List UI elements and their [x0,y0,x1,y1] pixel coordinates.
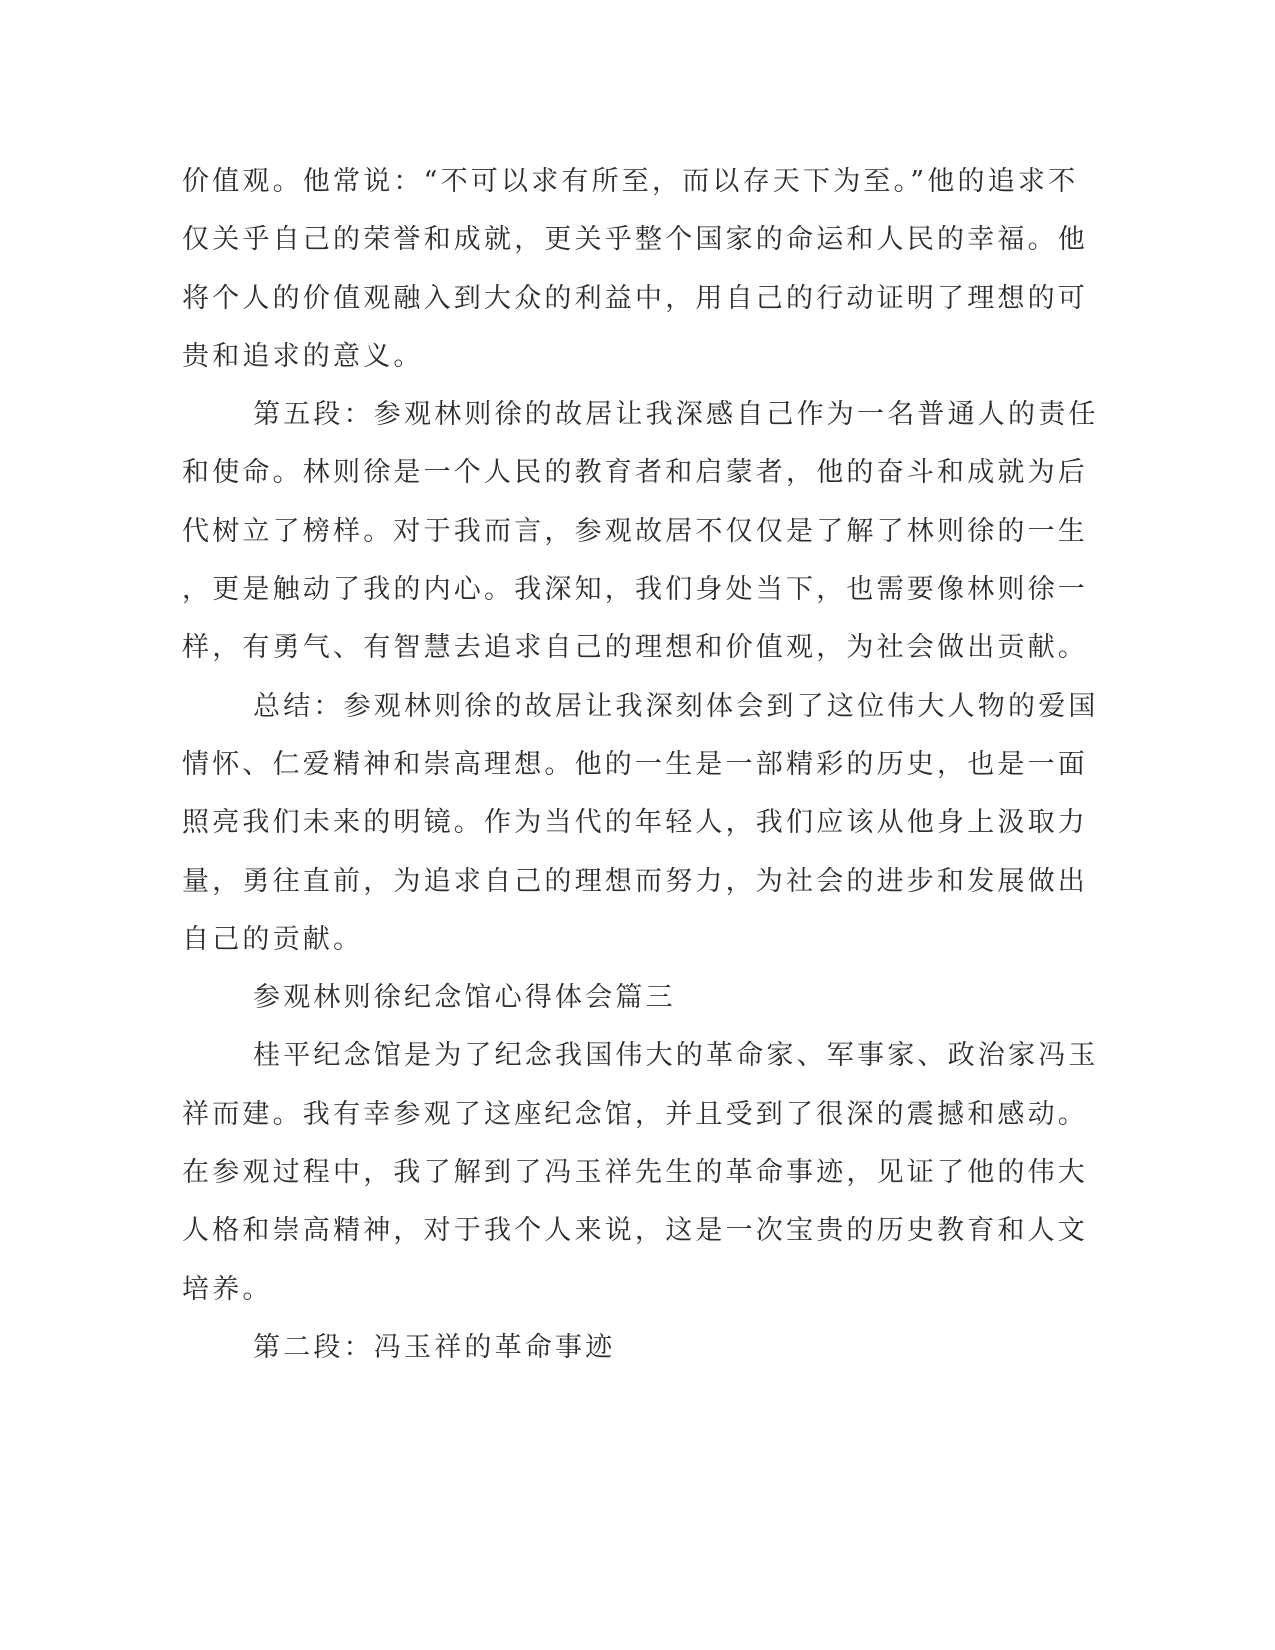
text-line: 自己的贡献。 [182,923,364,955]
text-line: 在参观过程中，我了解到了冯玉祥先生的革命事迹，见证了他的伟大 [182,1157,1088,1189]
text-line: 情怀、仁爱精神和崇高理想。他的一生是一部精彩的历史，也是一面 [182,748,1088,780]
text-line: 培养。 [182,1273,273,1305]
text-line: 参观林则徐纪念馆心得体会篇三 [253,982,676,1014]
text-line: ，更是触动了我的内心。我深知，我们身处当下，也需要像林则徐一 [182,574,1088,606]
text-line: 和使命。林则徐是一个人民的教育者和启蒙者，他的奋斗和成就为后 [182,457,1088,489]
text-line: 照亮我们未来的明镜。作为当代的年轻人，我们应该从他身上汲取力 [182,807,1088,839]
text-line: 人格和崇高精神，对于我个人来说，这是一次宝贵的历史教育和人文 [182,1215,1088,1247]
text-line: 样，有勇气、有智慧去追求自己的理想和价值观，为社会做出贡献。 [182,632,1088,664]
text-line: 总结：参观林则徐的故居让我深刻体会到了这位伟大人物的爱国 [253,690,1099,722]
text-line: 将个人的价值观融入到大众的利益中，用自己的行动证明了理想的可 [182,282,1088,314]
text-line: 仅关乎自己的荣誉和成就，更关乎整个国家的命运和人民的幸福。他 [182,224,1088,256]
text-line: 桂平纪念馆是为了纪念我国伟大的革命家、军事家、政治家冯玉 [253,1040,1099,1072]
text-line: 祥而建。我有幸参观了这座纪念馆，并且受到了很深的震撼和感动。 [182,1098,1088,1130]
body-text [182,159,1099,1383]
text-line: 第二段：冯玉祥的革命事迹 [253,1331,616,1363]
text-line: 代树立了榜样。对于我而言，参观故居不仅仅是了解了林则徐的一生 [182,515,1088,547]
text-line: 贵和追求的意义。 [182,340,424,372]
text-line: 价值观。他常说：“不可以求有所至，而以存天下为至。”他的追求不 [182,166,1079,197]
text-line: 第五段：参观林则徐的故居让我深感自己作为一名普通人的责任 [253,399,1099,431]
text-line: 量，勇往直前，为追求自己的理想而努力，为社会的进步和发展做出 [182,865,1088,897]
